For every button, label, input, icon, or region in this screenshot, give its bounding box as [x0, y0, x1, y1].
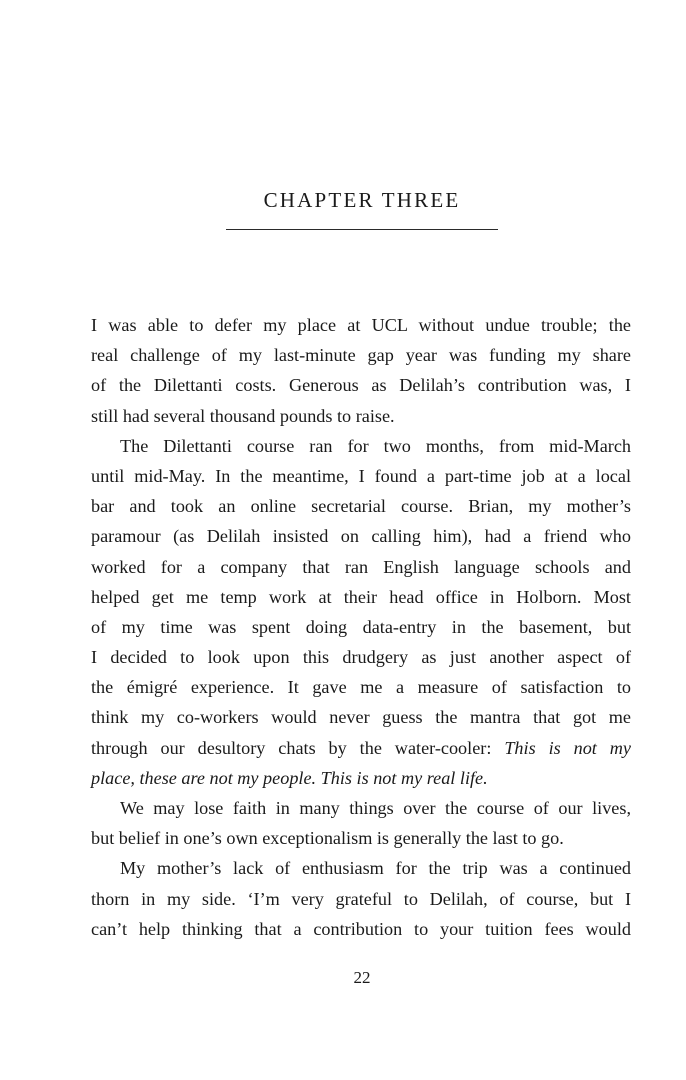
text-line: still had several thousand pounds to raise. [91, 405, 395, 426]
text-line: of my time was spent doing data-entry in the basement, but [91, 616, 631, 637]
chapter-heading-rule [226, 229, 498, 230]
text-line: My mother’s lack of enthusiasm for the trip was a continued [120, 858, 631, 879]
italic-text-run: place, these are not my people. This is not my real life. [91, 767, 488, 788]
text-line: thorn in my side. ‘I’m very grateful to Delilah, of course, but I [91, 888, 631, 909]
chapter-heading: CHAPTER THREE [263, 188, 461, 212]
text-line: of the Dilettanti costs. Generous as Delilah’s contribution was, I [91, 375, 631, 396]
text-line: can’t help thinking that a contribution to your tuition fees would [91, 918, 631, 939]
text-line: the émigré experience. It gave me a measure of satisfaction to [91, 677, 631, 698]
text-line: real challenge of my last-minute gap year was funding my share [91, 345, 631, 366]
text-line: think my co-workers would never guess the mantra that got me [91, 707, 631, 728]
text-line [91, 763, 631, 793]
text-line: paramour (as Delilah insisted on calling him), had a friend who [91, 526, 631, 547]
text-line: bar and took an online secretarial course. Brian, my mother’s [91, 496, 631, 517]
text-line: worked for a company that ran English language schools and [91, 556, 631, 577]
text-run: through our desultory chats by the water-cooler: [91, 737, 505, 758]
text-line [91, 733, 631, 763]
italic-text-run: This is not my [504, 737, 631, 758]
text-line: The Dilettanti course ran for two months, from mid-March [120, 435, 631, 456]
text-line: We may lose faith in many things over the course of our lives, [120, 798, 631, 818]
body-text [91, 310, 631, 944]
text-line: until mid-May. In the meantime, I found a part-time job at a local [91, 465, 631, 486]
text-line: I decided to look upon this drudgery as just another aspect of [91, 647, 631, 668]
text-line: but belief in one’s own exceptionalism is generally the last to go. [91, 828, 564, 849]
text-line: I was able to defer my place at UCL without undue trouble; the [91, 315, 631, 335]
page-number: 22 [353, 968, 371, 987]
text-line: helped get me temp work at their head office in Holborn. Most [91, 586, 631, 607]
